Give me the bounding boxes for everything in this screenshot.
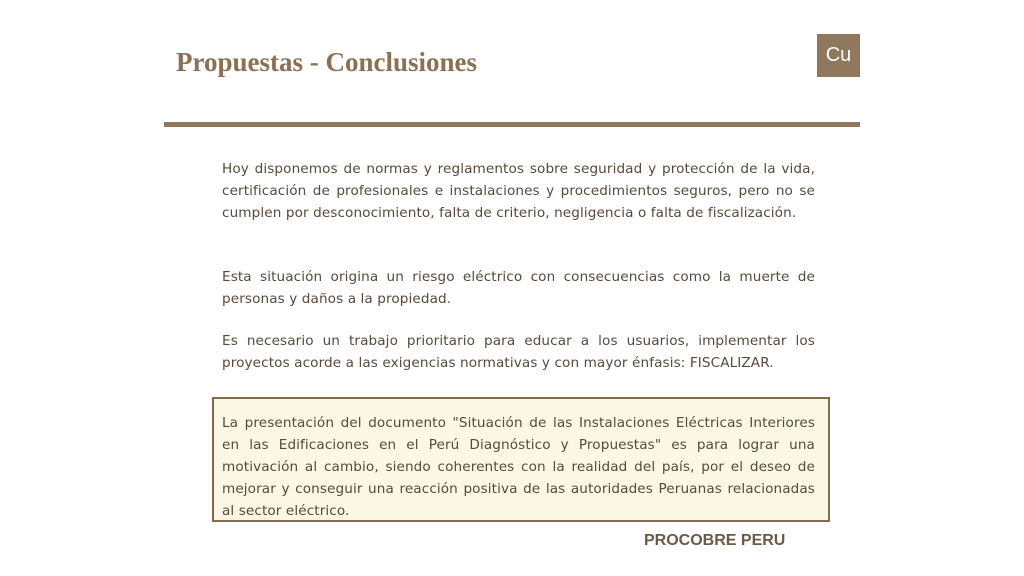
paragraph-standards: Hoy disponemos de normas y reglamentos sobre seguridad y protección de la vida, certificación de profesionales e instalaciones y procedimientos seguros, pero no se cumplen por desconocimiento, falta de criterio, negligencia o falta de fiscalización. [222,161,815,221]
copper-logo [817,34,860,77]
highlight-text: La presentación del documento "Situación de las Instalaciones Eléctricas Interiores en las Edificaciones en el Perú Diagnóstico y Propuestas" es para lograr una motivación al cambio, siendo coherentes con la realidad del país, por el deseo de mejorar y conseguir una reacción positiva de las autoridades Peruanas relacionadas al sector eléctrico. [222,415,815,519]
paragraph-priority: Es necesario un trabajo prioritario para educar a los usuarios, implementar los proyectos acorde a las exigencias normativas y con mayor énfasis: FISCALIZAR. [222,333,815,371]
logo-text: Cu [825,44,852,66]
footer-brand: PROCOBRE PERU [644,532,786,549]
title-divider [164,122,860,127]
slide-title: Propuestas - Conclusiones [176,47,478,77]
paragraph-risk: Esta situación origina un riesgo eléctrico con consecuencias como la muerte de personas y daños a la propiedad. [222,269,815,307]
